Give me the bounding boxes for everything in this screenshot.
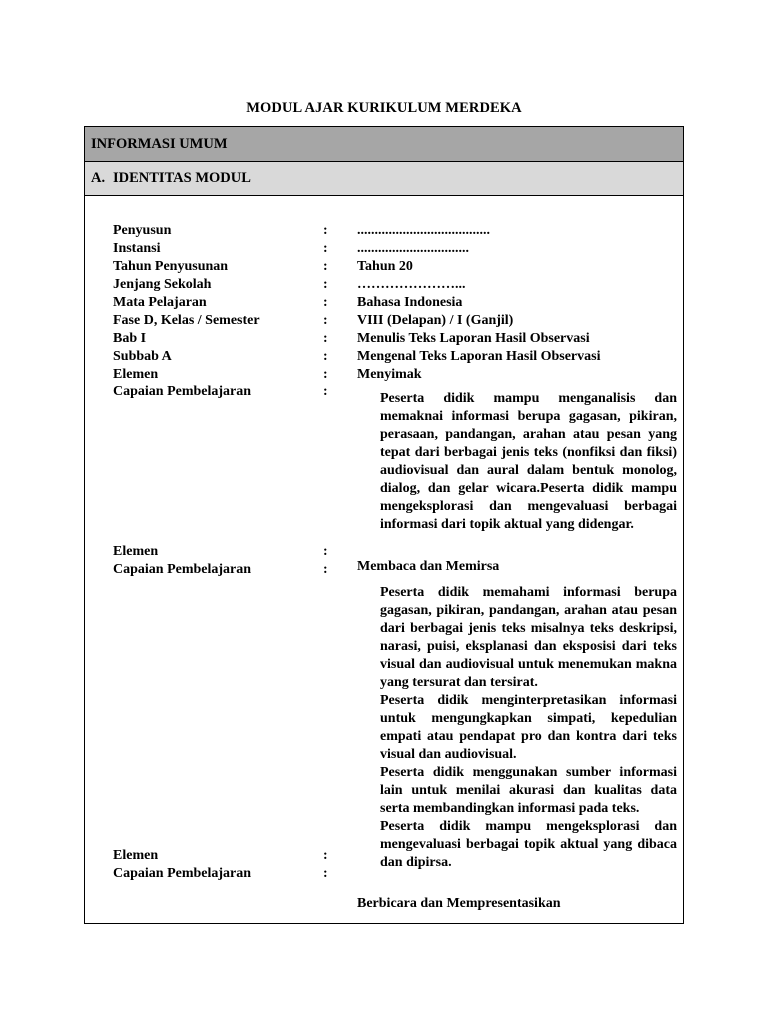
cp-membaca-paragraph: Peserta didik memahami informasi berupa gagasan, pikiran, pandangan, arahan atau pesan dari berbagai jenis teks misalnya teks deskripsi, narasi, puisi, eksplanasi dan eksposisi dari teks visual dan audiovisual untuk menemukan makna yang tersurat dan tersirat. — [380, 585, 677, 690]
field-colon: : — [323, 223, 328, 238]
cp-membaca-paragraph: Peserta didik mampu mengeksplorasi dan mengevaluasi berbagai topik aktual yang dibaca dan dipirsa. — [380, 819, 677, 870]
field-colon: : — [323, 349, 328, 364]
elemen2-cp-label: Capaian Pembelajaran — [113, 562, 252, 577]
field-row-tahun — [85, 258, 683, 276]
field-row-elemen — [85, 366, 683, 384]
subsection-header — [85, 162, 683, 196]
field-label: Jenjang Sekolah — [113, 277, 212, 292]
field-row-bab — [85, 330, 683, 348]
field-colon: : — [323, 848, 328, 863]
field-label: Subbab A — [113, 349, 172, 364]
field-label: Instansi — [113, 241, 161, 256]
field-colon: : — [323, 295, 328, 310]
field-value: Menyimak — [357, 367, 422, 382]
elemen3-value: Berbicara dan Mempresentasikan — [357, 896, 561, 911]
subsection-number: A. — [91, 170, 106, 186]
field-label: Bab I — [113, 331, 147, 346]
field-value: …………………... — [357, 277, 466, 292]
elemen3-cp-label: Capaian Pembelajaran — [113, 866, 252, 881]
field-value: VIII (Delapan) / I (Ganjil) — [357, 313, 514, 328]
elemen3-row — [85, 847, 683, 865]
info-table — [84, 126, 684, 924]
field-colon: : — [323, 866, 328, 881]
cp-membaca-text — [380, 584, 677, 872]
field-colon: : — [323, 259, 328, 274]
field-row-fase — [85, 312, 683, 330]
cp-menyimak-text: Peserta didik mampu menganalisis dan memaknai informasi berupa gagasan, pikiran, perasaan, pandangan, arahan atau pesan yang tepat dari berbagai jenis teks (nonfiksi dan fiksi) audiovisual dan aural dalam bentuk monolog, dialog, dan gelar wicara.Peserta didik mampu mengeksplorasi dan mengevaluasi berbagai informasi dari topik aktual yang didengar. — [380, 391, 677, 532]
field-row-subbab — [85, 348, 683, 366]
field-value: Menulis Teks Laporan Hasil Observasi — [357, 331, 590, 346]
field-colon: : — [323, 241, 328, 256]
field-colon: : — [323, 313, 328, 328]
field-label: Penyusun — [113, 223, 172, 238]
field-row-mapel — [85, 294, 683, 312]
field-colon: : — [323, 544, 328, 559]
field-row-penyusun — [85, 222, 683, 240]
field-label: Tahun Penyusunan — [113, 259, 229, 274]
subsection-label: IDENTITAS MODUL — [113, 170, 251, 186]
field-value: Tahun 20 — [357, 259, 413, 274]
field-colon: : — [323, 384, 328, 399]
document-title: MODUL AJAR KURIKULUM MERDEKA — [246, 100, 522, 116]
field-value: Bahasa Indonesia — [357, 295, 463, 310]
field-value: Mengenal Teks Laporan Hasil Observasi — [357, 349, 601, 364]
field-colon: : — [323, 562, 328, 577]
elemen3-label: Elemen — [113, 848, 159, 863]
cp-membaca-paragraph: Peserta didik menggunakan sumber informasi lain untuk menilai akurasi dan kualitas data serta membandingkan informasi pada teks. — [380, 765, 677, 816]
cp-membaca-paragraph: Peserta didik menginterpretasikan informasi untuk mengungkapkan simpati, kepedulian empati atau pendapat pro dan kontra dari teks visual dan audiovisual. — [380, 693, 677, 762]
section-header: INFORMASI UMUM — [85, 127, 683, 162]
field-colon: : — [323, 367, 328, 382]
field-value: ...................................... — [357, 223, 490, 238]
field-label: Capaian Pembelajaran — [113, 384, 252, 399]
field-value: ................................ — [357, 241, 469, 256]
elemen2-value: Membaca dan Memirsa — [357, 559, 500, 574]
field-label: Mata Pelajaran — [113, 295, 207, 310]
field-row-jenjang — [85, 276, 683, 294]
elemen3-cp-row — [85, 865, 683, 883]
field-label: Elemen — [113, 367, 159, 382]
field-colon: : — [323, 277, 328, 292]
elemen2-label: Elemen — [113, 544, 159, 559]
field-colon: : — [323, 331, 328, 346]
field-label: Fase D, Kelas / Semester — [113, 313, 260, 328]
field-row-instansi — [85, 240, 683, 258]
